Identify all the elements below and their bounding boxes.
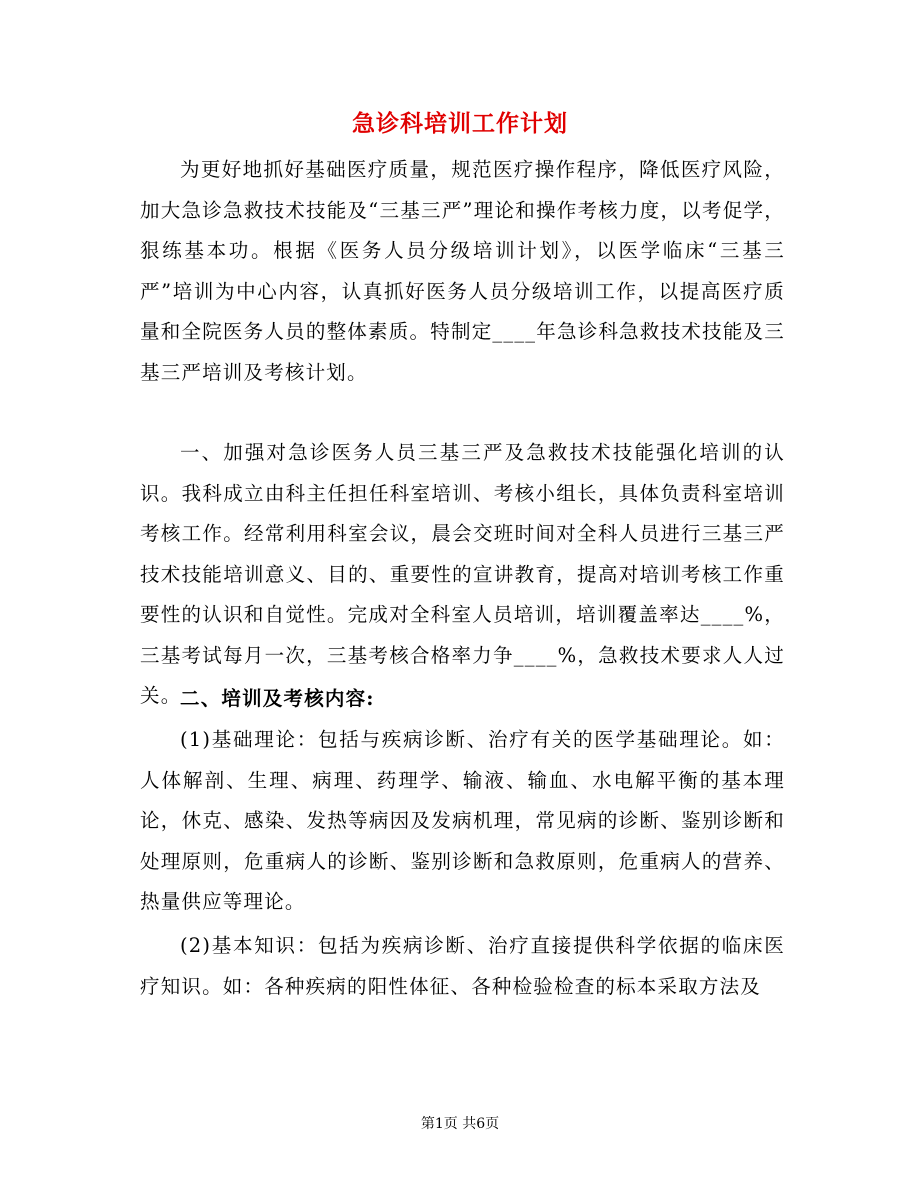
- paragraph-basic-knowledge: (2)基本知识：包括为疾病诊断、治疗直接提供科学依据的临床医疗知识。如：各种疾病的阳性体征、各种检验检查的标本采取方法及: [140, 934, 785, 998]
- page-footer: 第1页 共6页: [420, 1116, 500, 1132]
- paragraph-basic-theory: (1)基础理论：包括与疾病诊断、治疗有关的医学基础理论。如：人体解剖、生理、病理、药理学、输液、输血、水电解平衡的基本理论，休克、感染、发热等病因及发病机理，常见病的诊断、鉴别诊断和处理原则，危重病人的诊断、鉴别诊断和急救原则，危重病人的营养、热量供应等理论。: [140, 728, 785, 913]
- paragraph-intro: 为更好地抓好基础医疗质量，规范医疗操作程序，降低医疗风险，加大急诊急救技术技能及“三基三严”理论和操作考核力度，以考促学，狠练基本功。根据《医务人员分级培训计划》，以医学临床“三基三严”培训为中心内容，认真抓好医务人员分级培训工作，以提高医疗质量和全院医务人员的整体素质。特制定____年急诊科急救技术技能及三基三严培训及考核计划。: [140, 158, 785, 384]
- paragraph-section-1: 一、加强对急诊医务人员三基三严及急救技术技能强化培训的认识。我科成立由科主任担任科室培训、考核小组长，具体负责科室培训考核工作。经常利用科室会议，晨会交班时间对全科人员进行三基三严技术技能培训意义、目的、重要性的宣讲教育，提高对培训考核工作重要性的认识和自觉性。完成对全科室人员培训，培训覆盖率达____%，三基考试每月一次，三基考核合格率力争____%，急救技术要求人人过关。: [140, 441, 785, 707]
- document-title: 急诊科培训工作计划: [352, 110, 568, 137]
- section-heading-2: 二、培训及考核内容:: [180, 687, 375, 710]
